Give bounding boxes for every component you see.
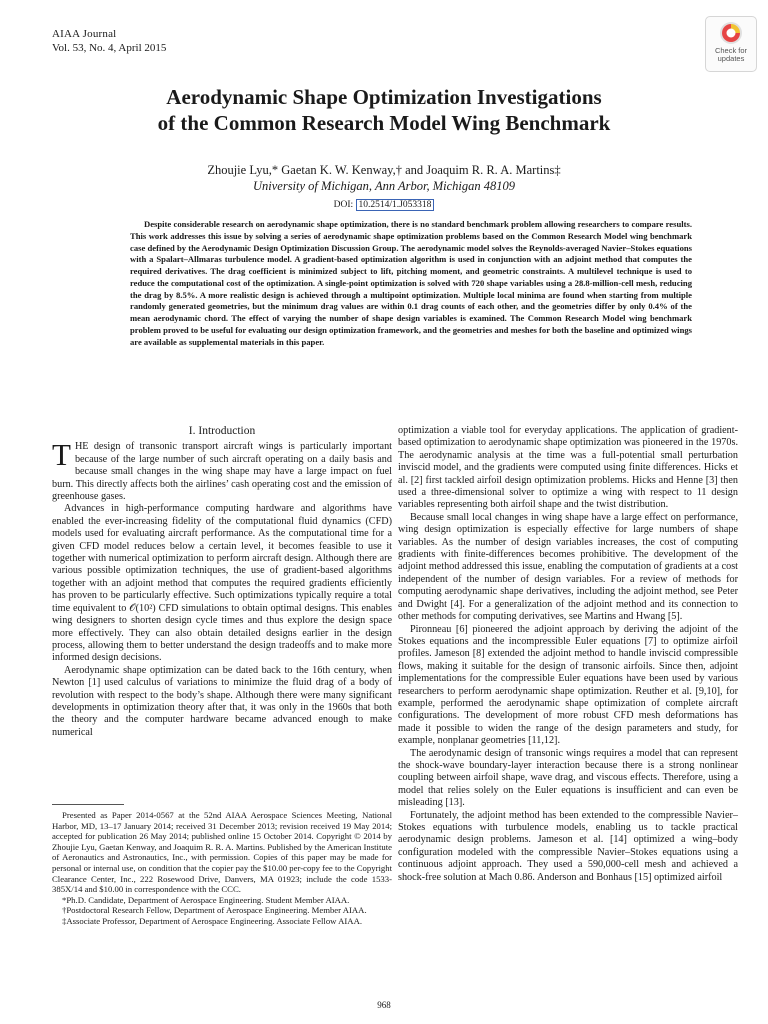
doi-link[interactable]: 10.2514/1.J053318: [356, 199, 435, 211]
intro-paragraph-2: Advances in high-performance computing hardware and algorithms have enabled the ever-increasing fidelity of the computational fluid dynamics (CFD) models used for evaluating aircraft performance. As the computational time for a given CFD model reduces below a certain level, it becomes feasible to use it together with numerical optimization to perform aircraft design. Although there are various possible optimization techniques, the use of gradient-based algorithms together with an adjoint method that computes the required gradients efficiently has proven to be particularly effective. Such optimizations typically require a total time equivalent to 𝒪(10²) CFD simulations to obtain optimal designs. This enables wing designers to shorten design cycle times and thus explore the design space more effectively. They can also obtain detailed designs earlier in the design process, allowing them to better understand the design tradeoffs and to make more informed design decisions.: [52, 503, 392, 664]
footnote-author-3: ‡Associate Professor, Department of Aerospace Engineering. Associate Fellow AIAA.: [62, 915, 363, 926]
footnote-presented: Presented as Paper 2014-0567 at the 52nd AIAA Aerospace Sciences Meeting, National Harbor, MD, 13–17 January 2014; received 31 December 2013; revision received 19 May 2014; accepted for publication 26 May 2014; published online 15 October 2014. Copyright © 2014 by Zhoujie Lyu, Gaetan Kenway, and Joaquim R. R. A. Martins. Published by the American Institute of Aeronautics and Astronautics, Inc., with permission. Copies of this paper may be made for personal or internal use, on condition that the copier pay the $10.00 per-copy fee to the Copyright Clearance Center, Inc., 222 Rosewood Drive, Danvers, MA 01923; include the code 1533-385X/14 and $10.00 in correspondence with the CCC.: [52, 810, 392, 895]
author-list: Zhoujie Lyu,* Gaetan K. W. Kenway,† and Joaquim R. R. A. Martins‡: [207, 163, 561, 177]
paper-title: [60, 84, 708, 136]
badge-line-2: updates: [717, 54, 745, 63]
right-paragraph-1: optimization a viable tool for everyday applications. The application of gradient-based optimization to aerodynamic shape optimization was pioneered in the 1970s. The aerodynamic analysis at the time was a full-potential small perturbation inviscid model, and the gradients were computed using finite differences. Hicks et al. [2] first tackled airfoil design optimization problems. Hicks and Henne [3] then used a three-dimensional solver to optimize a wing with respect to 11 design variables representing both airfoil shape and the twist distribution.: [398, 425, 738, 511]
check-for-updates-badge[interactable]: [705, 16, 757, 72]
check-for-updates-icon: [719, 21, 743, 45]
drop-cap: T: [52, 437, 71, 473]
left-column: [52, 425, 392, 739]
intro-paragraph-3: Aerodynamic shape optimization can be dated back to the 16th century, when Newton [1] used calculus of variations to minimize the fluid drag of a body of revolution with respect to the body’s shape. Although there were many significant developments in optimization theory after that, it was only in the 1960s that both the theory and the computer hardware became advanced enough to make numerical: [52, 664, 392, 738]
footnote-rule: [52, 804, 124, 805]
journal-name: AIAA Journal: [52, 28, 117, 40]
footnote-author-1: *Ph.D. Candidate, Department of Aerospace Engineering. Student Member AIAA.: [62, 894, 350, 905]
title-line-2: of the Common Research Model Wing Benchmark: [157, 111, 611, 135]
doi-line: [60, 199, 708, 211]
intro-paragraph-1: [52, 437, 392, 503]
right-column: [398, 425, 738, 884]
page-number: 968: [377, 1000, 391, 1010]
right-paragraph-2: Because small local changes in wing shape have a large effect on performance, wing design optimization is especially effective for large numbers of shape variables. As the number of design variables increases, the cost of computing gradients with finite-differences becomes prohibitive. The development of the adjoint method addressed this issue, enabling the computation of gradients at a cost independent of the number of design variables. For a review of methods for computing aerodynamic shape derivatives, including the adjoint method, see Peter and Dwight [4]. For a generalization of the adjoint method and its connection to other methods for computing derivatives, see Martins and Hwang [5].: [398, 511, 738, 623]
journal-volume: Vol. 53, No. 4, April 2015: [52, 41, 167, 54]
journal-header: [52, 28, 166, 55]
badge-line-1: Check for: [714, 46, 748, 55]
badge-label: [706, 47, 756, 63]
footnote-author-2: †Postdoctoral Research Fellow, Department of Aerospace Engineering. Member AIAA.: [62, 905, 367, 916]
doi-label: DOI:: [333, 200, 354, 210]
intro-paragraph-1-text: HE design of transonic transport aircraft wings is particularly important because of the large number of such aircraft operating on a daily basis and because small changes in the wing shape may have a large impact on fuel burn. This directly affects both the airlines’ cash operating cost and the emission of greenhouse gases.: [52, 441, 392, 503]
title-line-1: Aerodynamic Shape Optimization Investigations: [166, 85, 602, 109]
affiliation: University of Michigan, Ann Arbor, Michigan 48109: [252, 179, 516, 193]
section-heading: I. Introduction: [188, 425, 256, 437]
abstract: Despite considerable research on aerodynamic shape optimization, there is no standard benchmark problem allowing researchers to compare results. This work addresses this issue by solving a series of aerodynamic shape optimization problems based on the Common Research Model wing benchmark case defined by the Aerodynamic Design Optimization Discussion Group. The aerodynamic model solves the Reynolds-averaged Navier–Stokes equations with a Spalart–Allmaras turbulence model. A gradient-based optimization algorithm is used in conjunction with an adjoint method that computes the required derivatives. The drag coefficient is minimized subject to lift, pitching moment, and geometric constraints. A multilevel technique is used to reduce the computational cost of the optimization. A single-point optimization is solved with 720 shape variables using a 28.8-million-cell mesh, reducing the drag by 8.5%. A more realistic design is achieved through a multipoint optimization. Multiple local minima are found when starting from multiple randomly generated geometries, but the minimum drag values are within 0.1 drag counts of each other, and the geometries differ by only 0.4% of the mean aerodynamic chord. The effect of varying the number of shape design variables is examined. The Common Research Model wing benchmark problem proved to be useful for evaluating our design optimization framework, and the geometries and meshes for both the baseline and optimized wings are available as supplemental materials in this paper.: [130, 219, 692, 347]
right-paragraph-5: Fortunately, the adjoint method has been extended to the compressible Navier–Stokes equations with turbulence models, enabling us to tackle practical aerodynamic design problems. Jameson et al. [14] optimized a wing–body configuration modeled with the compressible Navier–Stokes equations using a continuous adjoint approach. They used a 590,000-cell mesh and achieved a shock-free solution at Mach 0.86. Anderson and Bonhaus [15] optimized airfoil: [398, 809, 738, 883]
right-paragraph-3: Pironneau [6] pioneered the adjoint approach by deriving the adjoint of the Stokes equations and the incompressible Euler equations [7] to optimize airfoil profiles. Jameson [8] extended the adjoint method to handle inviscid compressible flows, making it suitable for the design of transonic airfoils. Since then, adjoint implementations for the compressible Euler equations have been used by various researchers to perform aerodynamic shape optimization. Reuther et al. [9,10], for example, performed the aerodynamic shape optimization of complete aircraft configurations. The development of more robust CFD mesh deformations has made it possible to widen the range of the design parameters and study, for example, nonplanar geometries [11,12].: [398, 623, 738, 747]
right-paragraph-4: The aerodynamic design of transonic wings requires a model that can represent the shock-wave boundary-layer interaction because there is a strong nonlinear coupling between airfoil shape, wave drag, and viscous effects. Therefore, using a model that relies solely on the Euler equations is insufficient and can even be misleading [13].: [398, 747, 738, 809]
footnotes: [52, 810, 392, 927]
